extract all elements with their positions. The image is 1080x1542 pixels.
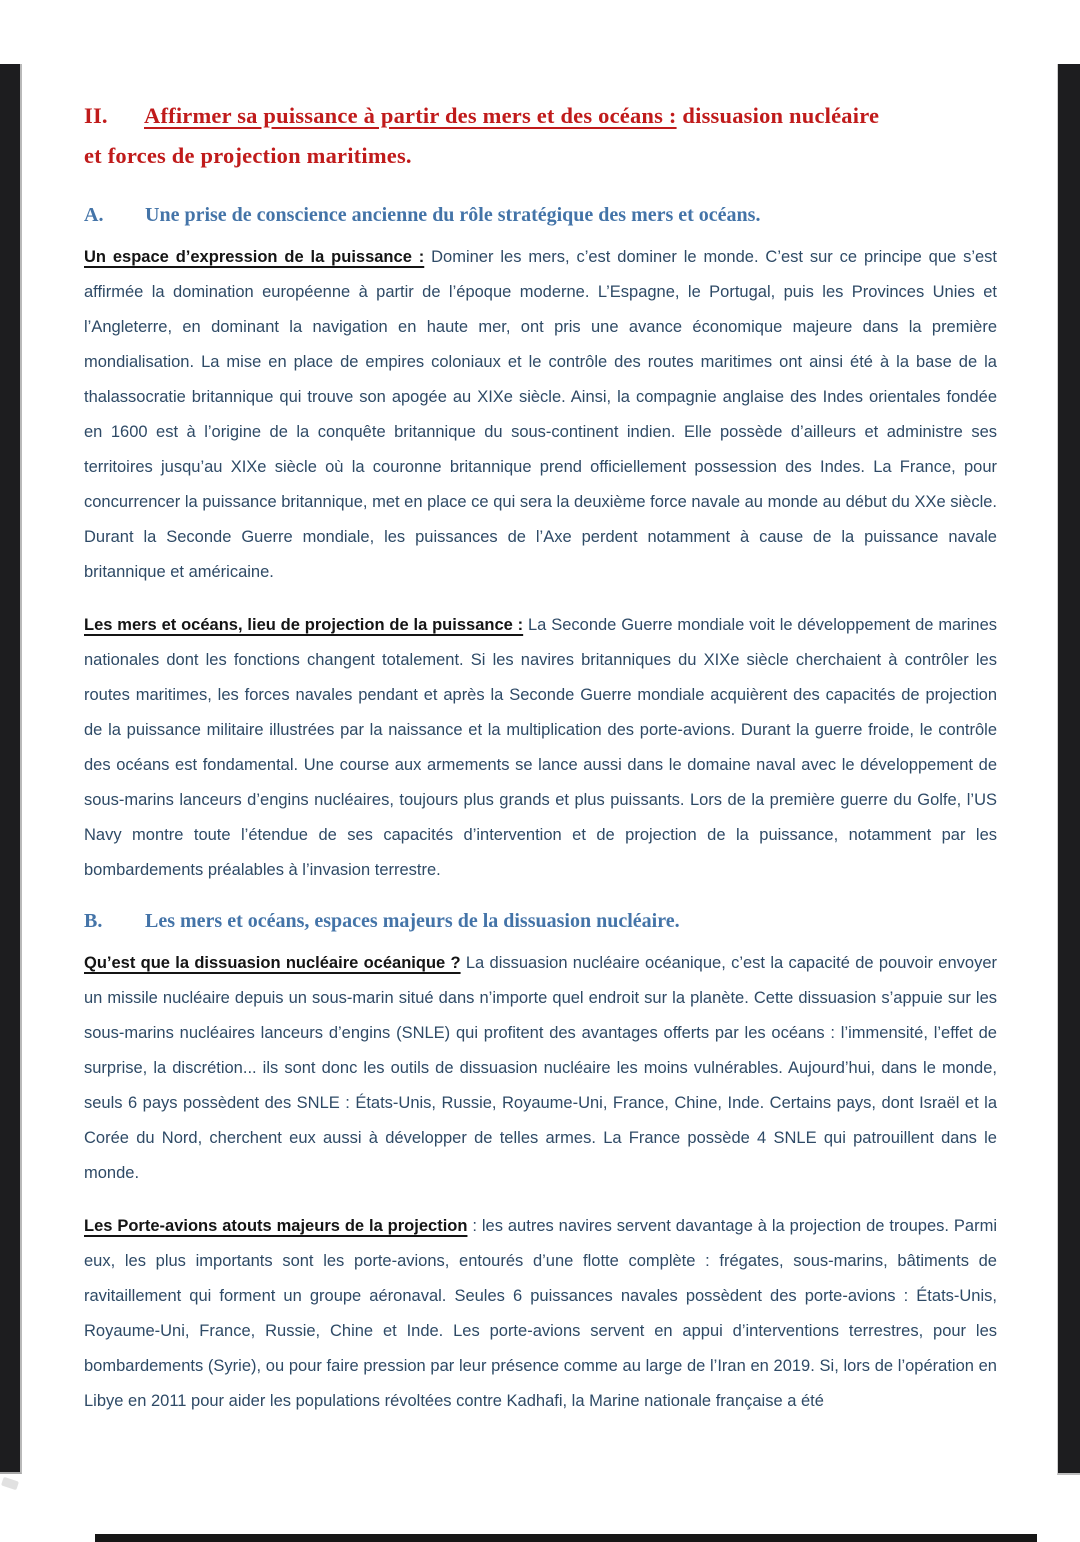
paragraph-text: : les autres navires servent davantage à la projection de troupes. Parmi eux, les plus importants sont les porte-avions, entourés d’une flotte complète : frégates, sous-marins, bâtiments de ravitaillement qui forment un groupe aéronaval. Seules 6 puissances navales possèdent des porte-avions : États-Unis, Royaume-Uni, France, Russie, Chine et Inde. Les porte-avions servent en appui d’interventions terrestres, pour les bombardements (Syrie), ou pour faire pression par leur présence comme au large de l’Iran en 2019. Si, lors de l’opération en Libye en 2011 pour aider les populations révoltées contre Kadhafi, la Marine nationale française a été	[84, 1217, 997, 1410]
paragraph-dissuasion-oceanique	[84, 946, 997, 1191]
section-heading-a	[84, 202, 997, 228]
paragraph-text: Dominer les mers, c’est dominer le monde. C’est sur ce principe que s’est affirmée la domination européenne à partir de l’époque moderne. L’Espagne, le Portugal, puis les Provinces Unies et l’Angleterre, en dominant la navigation en haute mer, ont pris une avance économique majeure dans la première mondialisation. La mise en place de empires coloniaux et le contrôle des routes maritimes ont ainsi été à la base de la thalassocratie britannique qui trouve son apogée au XIXe siècle. Ainsi, la compagnie anglaise des Indes orientales fondée en 1600 est à l’origine de la conquête britannique du sous-continent indien. Elle possède d’ailleurs et administre ses territoires jusqu’au XIXe siècle où la couronne britannique prend officiellement possession des Indes. La France, pour concurrencer la puissance britannique, met en place ce qui sera la deuxième force navale au monde au début du XXe siècle. Durant la Seconde Guerre mondiale, les puissances de l’Axe perdent notamment à cause de la puissance navale britannique et américaine.	[84, 248, 997, 581]
paragraph-lead: Les Porte-avions atouts majeurs de la projection	[84, 1217, 468, 1235]
scan-edge-right-bar	[1057, 64, 1080, 1475]
document-content	[84, 96, 997, 1419]
section-heading-b	[84, 908, 997, 934]
chapter-number: II.	[84, 103, 108, 128]
chapter-title	[84, 96, 997, 176]
scan-edge-bottom-bar	[95, 1534, 1037, 1542]
paragraph-text: La dissuasion nucléaire océanique, c’est la capacité de pouvoir envoyer un missile nucléaire depuis un sous-marin situé dans n’importe quel endroit sur la planète. Cette dissuasion s’appuie sur les sous-marins nucléaires lanceurs d’engins (SNLE) qui profitent des avantages offerts par les océans : l’immensité, l’effet de surprise, la discrétion... ils sont donc les outils de dissuasion nucléaire les moins vulnérables. Aujourd’hui, dans le monde, seuls 6 pays possèdent des SNLE : États-Unis, Russie, Royaume-Uni, France, Chine, Inde. Certains pays, dont Israël et la Corée du Nord, cherchent eux aussi à développer de telles armes. La France possède 4 SNLE qui patrouillent dans le monde.	[84, 954, 997, 1182]
chapter-title-line2: et forces de projection maritimes.	[84, 143, 412, 168]
section-heading-a-text: Une prise de conscience ancienne du rôle stratégique des mers et océans.	[145, 204, 761, 226]
chapter-title-rest: dissuasion nucléaire	[676, 103, 880, 128]
paragraph-text: La Seconde Guerre mondiale voit le développement de marines nationales dont les fonctions changent totalement. Si les navires britanniques du XIXe siècle cherchaient à contrôler les routes maritimes, les forces navales pendant et après la Seconde Guerre mondiale acquièrent des capacités de projection de la puissance militaire illustrées par la naissance et la multiplication des porte-avions. Durant la guerre froide, le contrôle des océans est fondamental. Une course aux armements se lance aussi dans le domaine naval avec le développement de sous-marins lanceurs d’engins nucléaires, toujours plus grands et plus puissants. Lors de la première guerre du Golfe, l’US Navy montre toute l’étendue de ses capacités d’intervention et de projection de la puissance, notamment par les bombardements préalables à l’invasion terrestre.	[84, 616, 997, 879]
chapter-title-line1	[84, 96, 997, 136]
paragraph-lead: Les mers et océans, lieu de projection de la puissance :	[84, 616, 524, 634]
section-letter-a: A.	[84, 204, 104, 226]
paragraph-porte-avions	[84, 1209, 997, 1419]
chapter-title-underlined: Affirmer sa puissance à partir des mers et des océans :	[144, 103, 677, 128]
paragraph-espace-expression	[84, 240, 997, 590]
paragraph-lead: Un espace d’expression de la puissance :	[84, 248, 425, 266]
scan-smudge	[1, 1477, 19, 1491]
section-letter-b: B.	[84, 910, 103, 932]
section-heading-b-text: Les mers et océans, espaces majeurs de la dissuasion nucléaire.	[145, 910, 680, 932]
paragraph-projection-puissance	[84, 608, 997, 888]
paragraph-lead: Qu’est que la dissuasion nucléaire océanique ?	[84, 954, 461, 972]
scan-edge-left-bar	[0, 64, 22, 1474]
